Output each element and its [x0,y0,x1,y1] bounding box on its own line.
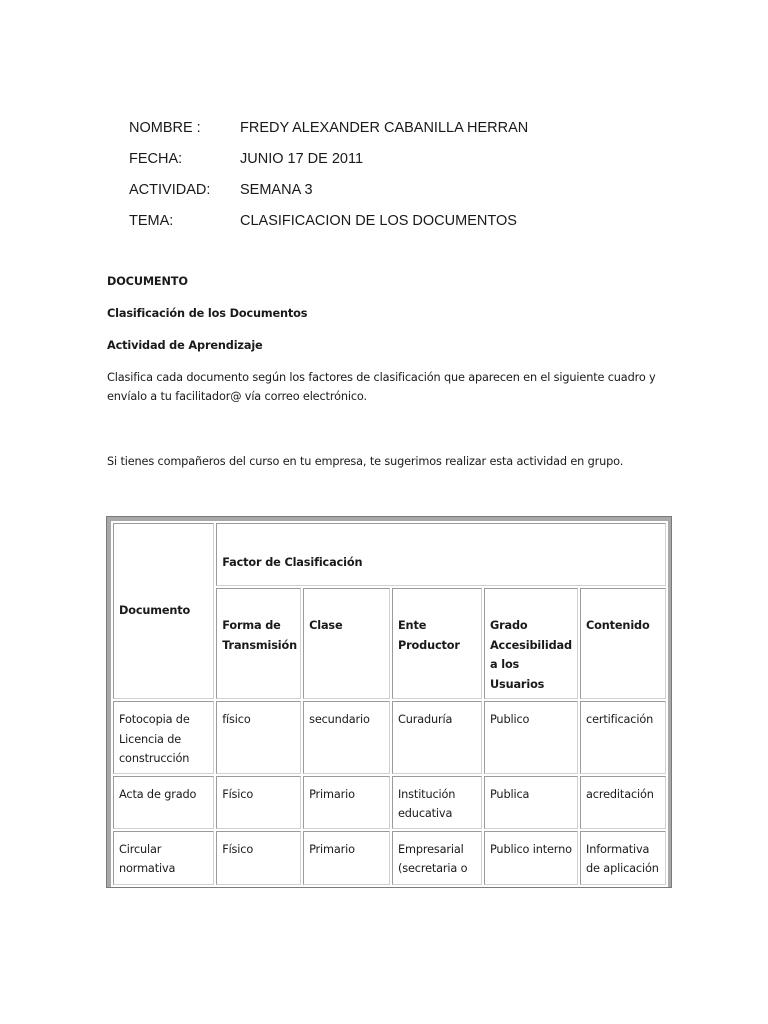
header-row-fecha [129,149,528,180]
section-heading-actividad: Actividad de Aprendizaje [107,339,263,352]
factor-header: Factor de Clasificación [222,556,363,569]
table-row [113,831,666,885]
section-heading-documento: DOCUMENTO [107,275,188,288]
header-label: FECHA: [129,151,183,167]
documento-header-cell [113,523,214,699]
header-value: JUNIO 17 DE 2011 [240,151,364,167]
table-row [113,776,666,829]
table-cell: Acta de grado [113,776,214,829]
table-cell: Publico [484,701,578,774]
section-heading-clasificacion: Clasificación de los Documentos [107,307,308,320]
table-row [113,701,666,774]
column-header: Forma de Transmisión [216,588,301,699]
documento-header: Documento [119,604,191,618]
table-cell: secundario [303,701,390,774]
instruction-line: envíalo a tu facilitador@ vía correo electrónico. [107,390,367,403]
header-value: CLASIFICACION DE LOS DOCUMENTOS [240,213,517,229]
table-cell: Publica [484,776,578,829]
instruction-paragraph [107,368,656,406]
table-cell: Empresarial (secretaria o [392,831,482,885]
header-row-actividad [129,180,528,211]
column-header: Clase [303,588,390,699]
header-label: TEMA: [129,213,174,229]
column-header: Grado Accesibilidad a los Usuarios [484,588,578,699]
table-cell: Curaduría [392,701,482,774]
table-cell: Físico [216,776,301,829]
header-label: NOMBRE : [129,120,201,136]
table-cell: Fotocopia de Licencia de construcción [113,701,214,774]
factor-header-cell [216,523,666,586]
header-value: FREDY ALEXANDER CABANILLA HERRAN [240,120,529,136]
table-cell: Publico interno [484,831,578,885]
header-row-nombre [129,118,528,149]
table-cell: Circular normativa [113,831,214,885]
table-cell: físico [216,701,301,774]
table-cell: Físico [216,831,301,885]
document-header [129,118,528,242]
column-header: Contenido [580,588,666,699]
table-cell: Informativa de aplicación [580,831,666,885]
table-cell: certificación [580,701,666,774]
table-cell: acreditación [580,776,666,829]
classification-table-frame [106,516,672,888]
classification-table [111,521,668,887]
instruction-line: Clasifica cada documento según los factores de clasificación que aparecen en el siguiente cuadro y [107,371,656,384]
header-row-tema [129,211,528,242]
header-value: SEMANA 3 [240,182,313,198]
header-label: ACTIVIDAD: [129,182,211,198]
group-suggestion-paragraph: Si tienes compañeros del curso en tu empresa, te sugerimos realizar esta actividad en grupo. [107,455,624,468]
table-cell: Primario [303,776,390,829]
column-header: Ente Productor [392,588,482,699]
table-cell: Institución educativa [392,776,482,829]
table-header-row [113,523,666,586]
table-cell: Primario [303,831,390,885]
